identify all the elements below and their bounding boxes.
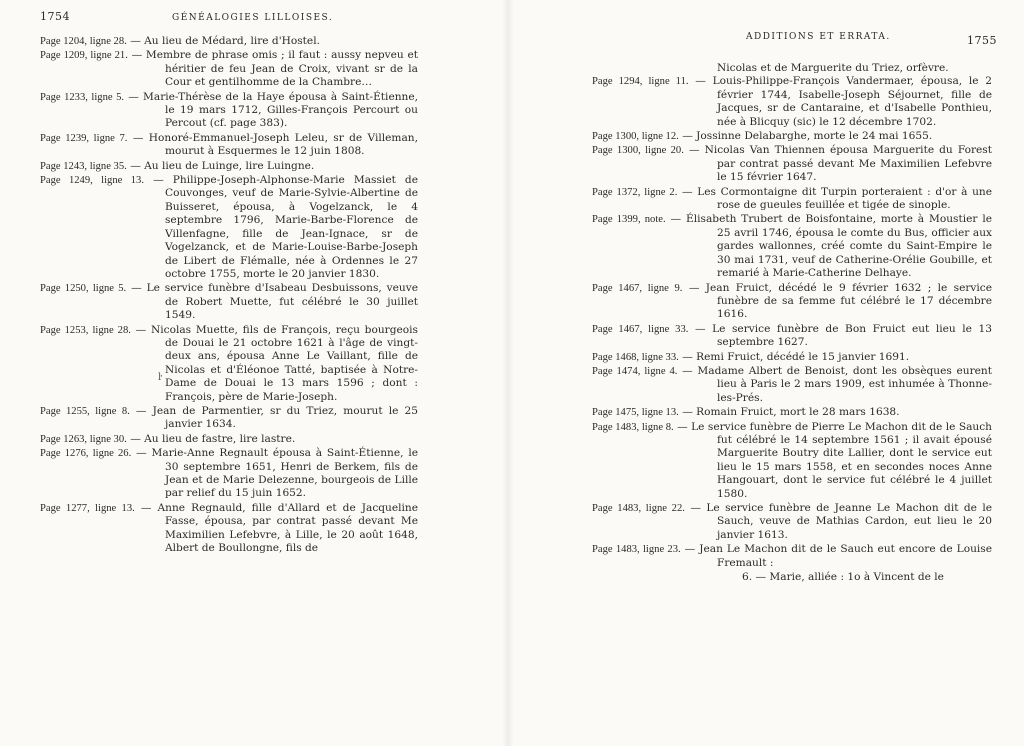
entry-reference: Page 1475, ligne 13.: [592, 407, 679, 419]
entry-text: — Au lieu de Luinge, lire Luingne.: [130, 159, 315, 172]
entry-text: — Jean Le Machon dit de le Sauch eut encore de Louise Fremault :: [684, 543, 992, 569]
errata-entry: [40, 132, 418, 159]
entry-reference: Page 1250, ligne 5.: [40, 283, 127, 295]
entry-text: — Romain Fruict, mort le 28 mars 1638.: [682, 406, 900, 419]
entry-text: — Nicolas Muette, fils de François, reçu bourgeois de Douai le 21 octobre 1621 à l'âge de vingt-deux ans, épousa Anne Le Vaillant, fille de Nicolas et d'Éléonoe Tatté, baptisée à Notre-Dame de Douai le 13 mars 1596 ; dont : François, père de Marie-Joseph.: [135, 323, 418, 403]
left-page: [0, 0, 505, 746]
entry-text: — Jean de Parmentier, sr du Triez, mourut le 25 janvier 1634.: [135, 404, 418, 431]
entry-text: — Le service funèbre de Bon Fruict eut lieu le 13 septembre 1627.: [694, 322, 992, 349]
right-page: [512, 0, 1024, 746]
right-running-head: ADDITIONS ET ERRATA.: [746, 32, 891, 42]
entry-text: — Élisabeth Trubert de Boisfontaine, morte à Moustier le 25 avril 1746, épousa le comte du Bus, officier aux gardes wallonnes, créé comte du Saint-Empire le 30 mai 1731, veuf de Catherine-Orélie Goubille, et remarié à Marie-Catherine Delhaye.: [670, 213, 992, 280]
left-page-number: 1754: [40, 10, 70, 23]
errata-entry: [592, 323, 992, 350]
entry-text: — Le service funèbre d'Isabeau Desbuissons, veuve de Robert Muette, fut célébré le 30 juillet 1549.: [131, 282, 418, 322]
entry-text: — Philippe-Joseph-Alphonse-Marie Massiet de Couvonges, veuf de Marie-Sylvie-Albertine de Buisseret, épousa, à Vogelzanck, le 4 septembre 1796, Marie-Barbe-Florence de Villenfagne, fille de Jean-Ignace, sr de Vogelzanck, et de Marie-Louise-Barbe-Joseph de Libert de Flémalle, née à Ordennes le 27 octobre 1755, morte le 20 janvier 1830.: [153, 174, 418, 280]
errata-entry: [592, 502, 992, 542]
errata-entry: [592, 213, 992, 280]
entry-text: — Louis-Philippe-François Vandermaer, épousa, le 2 février 1744, Isabelle-Joseph Séjournet, fille de Jacques, sr de Cantaraine, et d'Isabelle Ponthieu, née à Blicquy (sic) le 12 décembre 1702.: [695, 75, 992, 128]
entry-reference: Page 1294, ligne 11.: [592, 76, 689, 88]
left-entries: [40, 35, 418, 556]
right-entries: [592, 62, 992, 584]
entry-reference: Page 1263, ligne 30.: [40, 433, 127, 445]
entry-reference: Page 1467, ligne 33.: [592, 323, 689, 335]
entry-reference: Page 1277, ligne 13.: [40, 502, 135, 514]
entry-reference: Page 1468, ligne 33.: [592, 351, 679, 363]
entry-reference: Page 1204, ligne 28.: [40, 36, 127, 47]
errata-entry: [40, 447, 418, 501]
entry-reference: Page 1276, ligne 26.: [40, 448, 132, 460]
entry-text: — Membre de phrase omis ; il faut : aussy nepveu et héritier de feu Jean de Croix, vivant sr de la Cour et gentilhomme de la Chambre…: [131, 49, 418, 89]
errata-entry: [40, 174, 418, 281]
entry-text: — Les Cormontaigne dit Turpin porteraient : d'or à une rose de gueules feuillée et tigée de sinople.: [682, 185, 992, 212]
errata-entry: [40, 160, 418, 173]
errata-entry: [40, 91, 418, 131]
entry-text: — Marie-Thérèse de la Haye épousa à Saint-Étienne, le 19 mars 1712, Gilles-François Percourt ou Percout (cf. page 383).: [128, 90, 419, 130]
errata-entry: [592, 351, 992, 364]
entry-reference: Page 1209, ligne 21.: [40, 50, 128, 62]
entry-reference: Page 1239, ligne 7.: [40, 132, 128, 144]
entry-text: — Le service funèbre de Pierre Le Machon dit de le Sauch fut célébré le 14 septembre 1561 ; il avait épousé Marguerite Boutry dite Lallier, dont le service eut lieu le 15 mars 1558, et en secondes noces Anne Hangouart, dont le service fut célébré le 4 juillet 1580.: [677, 420, 992, 500]
trailing-line: 6. — Marie, alliée : 1o à Vincent de le: [742, 571, 944, 584]
errata-entry: [592, 365, 992, 405]
entry-text: — Au lieu de fastre, lire lastre.: [130, 432, 296, 445]
entry-reference: Page 1467, ligne 9.: [592, 282, 683, 294]
left-running-head: GÉNÉALOGIES LILLOISES.: [172, 13, 334, 23]
entry-reference: Page 1233, ligne 5.: [40, 91, 125, 103]
entry-reference: Page 1483, ligne 23.: [592, 544, 681, 556]
errata-entry: [40, 502, 418, 556]
errata-entry: [40, 282, 418, 322]
entry-text: — Madame Albert de Benoist, dont les obsèques eurent lieu à Paris le 2 mars 1909, est inhumée à Thonne-les-Prés.: [682, 364, 992, 404]
stray-mark: ŀ: [158, 372, 162, 383]
entry-reference: Page 1483, ligne 22.: [592, 503, 685, 514]
errata-entry: [40, 35, 418, 48]
entry-reference: Page 1474, ligne 4.: [592, 365, 678, 377]
entry-text: — Jean Fruict, décédé le 9 février 1632 ; le service funèbre de sa femme fut célébré le 17 décembre 1616.: [688, 281, 992, 321]
entry-reference: Page 1255, ligne 8.: [40, 405, 130, 417]
errata-entry: [592, 130, 992, 143]
entry-reference: Page 1300, ligne 20.: [592, 145, 684, 157]
entry-text: — Anne Regnauld, fille d'Allard et de Jacqueline Fasse, épousa, par contrat passé devant Me Maximilien Lefebvre, à Lille, le 20 août 1648, Albert de Boullongne, fils de: [140, 501, 418, 555]
errata-entry: [592, 186, 992, 213]
entry-reference: Page 1249, ligne 13.: [40, 175, 144, 187]
continuation-line: Nicolas et de Marguerite du Triez, orfèvre.: [717, 62, 949, 74]
entry-text: — Jossinne Delabarghe, morte le 24 mai 1655.: [682, 130, 933, 143]
errata-entry: [40, 324, 418, 404]
entry-text: — Nicolas Van Thiennen épousa Marguerite du Forest par contrat passé devant Me Maximilien Lefebvre le 15 février 1647.: [688, 144, 992, 184]
entry-reference: Page 1372, ligne 2.: [592, 186, 678, 198]
entry-text: — Le service funèbre de Jeanne Le Machon dit de le Sauch, veuve de Mathias Cardon, eut lieu le 20 janvier 1613.: [690, 502, 992, 541]
errata-entry: [592, 144, 992, 184]
errata-entry: [592, 282, 992, 322]
entry-text: — Au lieu de Médard, lire d'Hostel.: [130, 35, 320, 47]
entry-text: — Remi Fruict, décédé le 15 janvier 1691.: [682, 350, 910, 363]
errata-entry: [592, 543, 992, 570]
entry-reference: Page 1483, ligne 8.: [592, 421, 674, 433]
errata-entry: [40, 433, 418, 446]
errata-entry: [40, 49, 418, 89]
entry-reference: Page 1253, ligne 28.: [40, 324, 131, 336]
errata-entry: [40, 405, 418, 432]
entry-reference: Page 1399, note.: [592, 214, 666, 226]
entry-reference: Page 1300, ligne 12.: [592, 131, 679, 143]
right-page-number: 1755: [967, 34, 997, 47]
entry-text: — Marie-Anne Regnault épousa à Saint-Étienne, le 30 septembre 1651, Henri de Berkem, fils de Jean et de Marie Delezenne, bourgeois de Lille par relief du 15 juin 1652.: [136, 447, 418, 500]
entry-text: — Honoré-Emmanuel-Joseph Leleu, sr de Villeman, mourut à Esquermes le 12 juin 1808.: [132, 131, 418, 158]
entry-reference: Page 1243, ligne 35.: [40, 160, 127, 172]
errata-entry: [592, 421, 992, 501]
errata-entry: [592, 406, 992, 419]
errata-entry: [592, 75, 992, 129]
